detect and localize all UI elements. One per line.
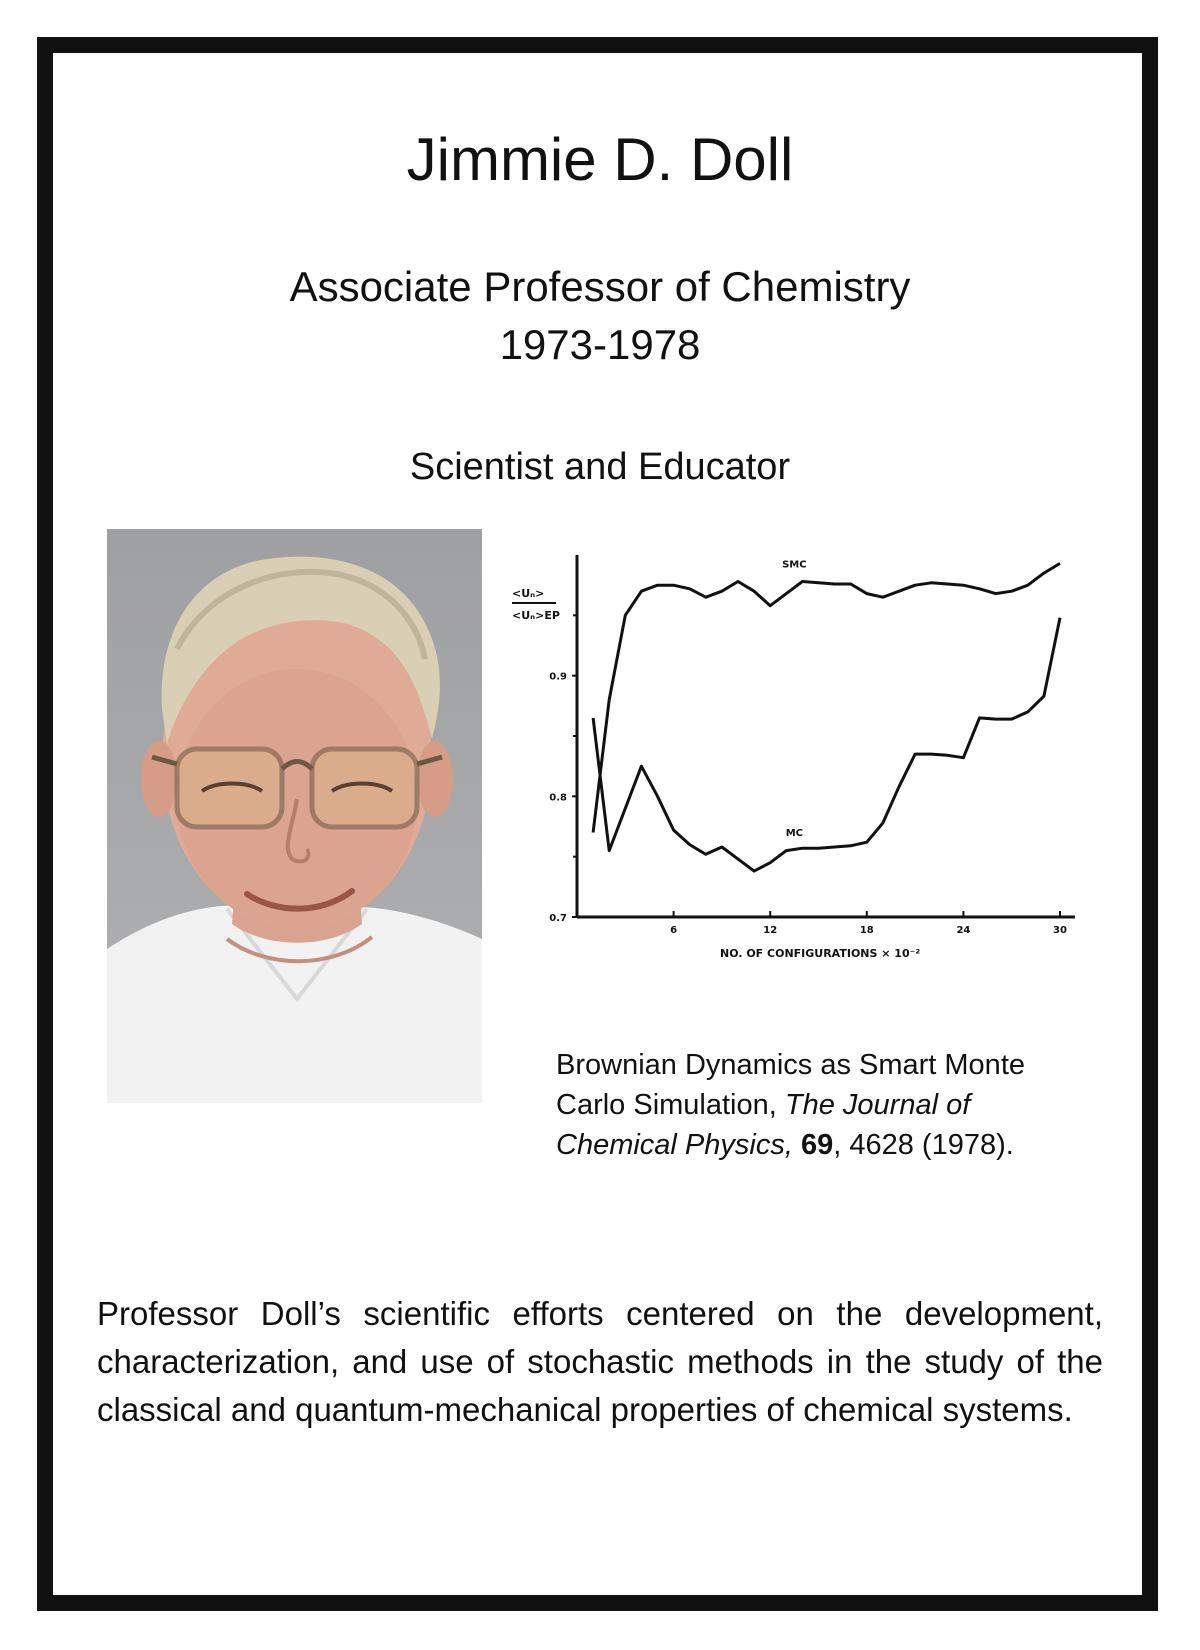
tagline: Scientist and Educator [409,446,791,488]
position-block [0,258,1200,374]
portrait-photo [107,529,482,1103]
y-label-denominator: <Uₙ>EP [512,609,560,622]
citation-pages-year: , 4628 (1978). [833,1129,1014,1161]
x-ticks [670,911,1067,936]
citation-space [793,1129,801,1161]
x-tick-label: 12 [763,925,778,936]
x-tick-label: 18 [859,925,874,936]
y-axis-label [512,587,560,622]
series-label-smc: SMC [782,559,807,571]
series-label-mc: MC [785,828,803,840]
person-name: Jimmie D. Doll [406,126,794,193]
y-tick-label: 0.7 [549,913,567,924]
x-axis-label: NO. OF CONFIGURATIONS × 10⁻² [720,947,921,960]
portrait-illustration [107,529,482,1103]
x-tick-label: 30 [1053,925,1067,936]
y-tick-label: 0.9 [549,671,567,683]
y-tick-label: 0.8 [549,792,567,804]
y-label-numerator: <Uₙ> [512,587,545,600]
series-labels [782,560,807,840]
citation [556,1045,1076,1165]
y-ticks [549,615,577,924]
description-paragraph: Professor Doll’s scientific efforts centered on the development, characterization, and use of stochastic methods in the study of the classical and quantum-mechanical properties of chemical systems. [97,1295,1103,1428]
citation-journal: The Journal of Chemical Physics, [556,1089,971,1161]
x-tick-label: 24 [956,925,971,936]
chart-axes [577,555,1075,917]
series-line-mc [593,618,1060,871]
citation-article: Brownian Dynamics as Smart Monte Carlo Simulation, [556,1049,1025,1121]
academic-title: Associate Professor of Chemistry [289,263,911,310]
citation-volume: 69 [800,1129,834,1161]
x-tick-label: 6 [670,925,678,936]
series-lines [593,563,1060,871]
tenure-years: 1973-1978 [499,321,701,368]
line-chart [500,545,1100,975]
series-line-smc [593,563,1060,832]
